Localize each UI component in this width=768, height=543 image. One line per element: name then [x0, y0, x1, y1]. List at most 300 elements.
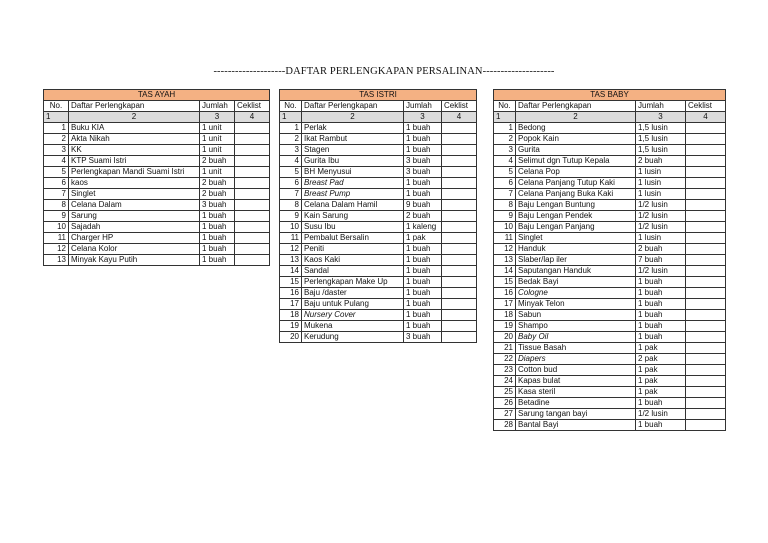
row-number: 10: [494, 222, 516, 233]
table-row: [494, 365, 726, 376]
row-qty: 1 lusin: [636, 167, 686, 178]
row-qty: 1 buah: [200, 255, 235, 266]
row-qty: 2 pak: [636, 354, 686, 365]
table-tas-baby: [493, 89, 726, 431]
column-number: 2: [302, 112, 404, 123]
row-check: [235, 189, 270, 200]
row-check: [686, 266, 726, 277]
row-qty: 1 lusin: [636, 233, 686, 244]
row-item: Breast Pad: [302, 178, 404, 189]
row-check: [442, 211, 477, 222]
table-row: [494, 332, 726, 343]
row-number: 21: [494, 343, 516, 354]
row-qty: 1 buah: [404, 277, 442, 288]
row-check: [686, 398, 726, 409]
table-row: [44, 233, 270, 244]
row-number: 3: [44, 145, 69, 156]
row-check: [235, 145, 270, 156]
row-item: Sarung: [69, 211, 200, 222]
table-row: [280, 255, 477, 266]
row-qty: 1 unit: [200, 134, 235, 145]
row-qty: 1 unit: [200, 123, 235, 134]
row-number: 18: [280, 310, 302, 321]
table-heading: TAS ISTRI: [280, 90, 477, 101]
table-row: [494, 123, 726, 134]
table-row: [280, 310, 477, 321]
row-check: [686, 189, 726, 200]
column-header-item: Daftar Perlengkapan: [302, 101, 404, 112]
row-check: [686, 365, 726, 376]
row-number: 4: [494, 156, 516, 167]
row-check: [686, 387, 726, 398]
table-row: [280, 178, 477, 189]
row-qty: 1 buah: [636, 277, 686, 288]
row-qty: 1/2 lusin: [636, 200, 686, 211]
row-item: Cologne: [516, 288, 636, 299]
row-item: Baby Oil: [516, 332, 636, 343]
row-check: [442, 167, 477, 178]
row-check: [686, 332, 726, 343]
row-check: [235, 200, 270, 211]
row-item: Minyak Kayu Putih: [69, 255, 200, 266]
column-header-item: Daftar Perlengkapan: [69, 101, 200, 112]
table-row: [280, 145, 477, 156]
row-qty: 1 kaleng: [404, 222, 442, 233]
row-check: [686, 233, 726, 244]
row-qty: 1 buah: [404, 288, 442, 299]
row-number: 16: [280, 288, 302, 299]
row-number: 5: [494, 167, 516, 178]
row-item: Selimut dgn Tutup Kepala: [516, 156, 636, 167]
table-row: [494, 409, 726, 420]
row-number: 15: [494, 277, 516, 288]
row-qty: 1 buah: [404, 299, 442, 310]
row-qty: 1 buah: [636, 420, 686, 431]
row-check: [442, 134, 477, 145]
row-check: [442, 244, 477, 255]
row-item: Bantal Bayi: [516, 420, 636, 431]
row-qty: 1 pak: [636, 343, 686, 354]
row-item: Baju Lengan Panjang: [516, 222, 636, 233]
row-item: Breast Pump: [302, 189, 404, 200]
column-number-row: [494, 112, 726, 123]
row-number: 27: [494, 409, 516, 420]
row-item: Kain Sarung: [302, 211, 404, 222]
row-check: [442, 299, 477, 310]
table-row: [494, 277, 726, 288]
row-number: 12: [494, 244, 516, 255]
row-number: 20: [280, 332, 302, 343]
column-number: 4: [442, 112, 477, 123]
row-qty: 1 buah: [636, 299, 686, 310]
row-qty: 3 buah: [404, 332, 442, 343]
column-header-no: No.: [494, 101, 516, 112]
row-item: Bedak Bayi: [516, 277, 636, 288]
table-heading-row: [280, 90, 477, 101]
row-number: 20: [494, 332, 516, 343]
row-check: [686, 222, 726, 233]
row-item: Handuk: [516, 244, 636, 255]
row-item: Kerudung: [302, 332, 404, 343]
row-item: Saputangan Handuk: [516, 266, 636, 277]
table-row: [44, 156, 270, 167]
row-number: 26: [494, 398, 516, 409]
page-title: --------------------DAFTAR PERLENGKAPAN PERSALINAN--------------------: [213, 66, 555, 77]
row-check: [686, 167, 726, 178]
row-qty: 3 buah: [200, 200, 235, 211]
row-check: [442, 277, 477, 288]
row-qty: 1 buah: [404, 255, 442, 266]
row-qty: 1 buah: [200, 222, 235, 233]
table-row: [280, 233, 477, 244]
table-tas-istri: [279, 89, 477, 343]
table-heading-row: [494, 90, 726, 101]
table-row: [280, 134, 477, 145]
row-number: 8: [280, 200, 302, 211]
row-check: [686, 156, 726, 167]
row-check: [442, 200, 477, 211]
row-check: [686, 123, 726, 134]
row-check: [235, 255, 270, 266]
table-row: [494, 354, 726, 365]
row-qty: 1/2 lusin: [636, 409, 686, 420]
column-number: 2: [69, 112, 200, 123]
table-row: [494, 233, 726, 244]
column-header-check: Ceklist: [235, 101, 270, 112]
row-item: Gurita: [516, 145, 636, 156]
row-number: 6: [44, 178, 69, 189]
row-item: Susu Ibu: [302, 222, 404, 233]
row-number: 4: [280, 156, 302, 167]
row-item: kaos: [69, 178, 200, 189]
row-item: Baju Lengan Pendek: [516, 211, 636, 222]
row-check: [442, 266, 477, 277]
row-number: 6: [280, 178, 302, 189]
column-header-no: No.: [44, 101, 69, 112]
table-row: [280, 167, 477, 178]
row-qty: 3 buah: [404, 156, 442, 167]
row-item: Baju /daster: [302, 288, 404, 299]
table-row: [280, 299, 477, 310]
row-number: 8: [494, 200, 516, 211]
table-row: [494, 299, 726, 310]
column-header-row: [494, 101, 726, 112]
row-number: 2: [494, 134, 516, 145]
table-row: [494, 178, 726, 189]
table-row: [44, 134, 270, 145]
table-row: [44, 189, 270, 200]
row-qty: 1 buah: [404, 145, 442, 156]
row-qty: 1 buah: [404, 123, 442, 134]
row-check: [686, 145, 726, 156]
table-row: [44, 167, 270, 178]
row-qty: 1 buah: [404, 321, 442, 332]
row-item: BH Menyusui: [302, 167, 404, 178]
column-header-row: [280, 101, 477, 112]
row-item: Tissue Basah: [516, 343, 636, 354]
row-item: Mukena: [302, 321, 404, 332]
row-qty: 7 buah: [636, 255, 686, 266]
row-item: Celana Panjang Buka Kaki: [516, 189, 636, 200]
table-row: [494, 156, 726, 167]
table-row: [44, 211, 270, 222]
row-number: 9: [44, 211, 69, 222]
row-number: 8: [44, 200, 69, 211]
row-number: 2: [280, 134, 302, 145]
row-item: Celana Kolor: [69, 244, 200, 255]
table-heading: TAS AYAH: [44, 90, 270, 101]
row-qty: 1 unit: [200, 167, 235, 178]
row-qty: 2 buah: [200, 156, 235, 167]
row-qty: 2 buah: [636, 244, 686, 255]
row-number: 3: [494, 145, 516, 156]
row-item: Kapas bulat: [516, 376, 636, 387]
row-check: [442, 123, 477, 134]
row-qty: 1 buah: [636, 332, 686, 343]
row-number: 5: [44, 167, 69, 178]
table-row: [494, 288, 726, 299]
table-row: [44, 145, 270, 156]
row-number: 12: [44, 244, 69, 255]
table-row: [280, 200, 477, 211]
table-row: [494, 343, 726, 354]
row-qty: 1,5 lusin: [636, 134, 686, 145]
row-check: [686, 409, 726, 420]
row-qty: 1 pak: [636, 376, 686, 387]
row-number: 7: [280, 189, 302, 200]
row-item: Baju untuk Pulang: [302, 299, 404, 310]
row-check: [686, 354, 726, 365]
table-row: [494, 134, 726, 145]
row-number: 19: [494, 321, 516, 332]
table-row: [280, 123, 477, 134]
row-check: [442, 288, 477, 299]
row-check: [686, 376, 726, 387]
row-qty: 9 buah: [404, 200, 442, 211]
row-qty: 1/2 lusin: [636, 222, 686, 233]
column-number: 4: [235, 112, 270, 123]
row-number: 14: [280, 266, 302, 277]
row-item: Shampo: [516, 321, 636, 332]
row-item: Stagen: [302, 145, 404, 156]
row-item: Buku KIA: [69, 123, 200, 134]
column-header-check: Ceklist: [442, 101, 477, 112]
column-number: 1: [494, 112, 516, 123]
row-number: 17: [494, 299, 516, 310]
row-item: Cotton bud: [516, 365, 636, 376]
column-header-check: Ceklist: [686, 101, 726, 112]
row-check: [235, 244, 270, 255]
row-item: Bedong: [516, 123, 636, 134]
row-check: [686, 343, 726, 354]
row-number: 12: [280, 244, 302, 255]
column-header-row: [44, 101, 270, 112]
row-check: [686, 277, 726, 288]
table-row: [280, 277, 477, 288]
row-number: 10: [280, 222, 302, 233]
row-number: 17: [280, 299, 302, 310]
column-header-qty: Jumlah: [200, 101, 235, 112]
table-row: [280, 266, 477, 277]
row-qty: 1 buah: [200, 233, 235, 244]
row-qty: 1 buah: [404, 134, 442, 145]
table-row: [494, 200, 726, 211]
row-number: 4: [44, 156, 69, 167]
row-item: Charger HP: [69, 233, 200, 244]
row-item: Perlengkapan Make Up: [302, 277, 404, 288]
table-row: [494, 244, 726, 255]
table-row: [494, 310, 726, 321]
table-row: [494, 145, 726, 156]
row-number: 15: [280, 277, 302, 288]
column-header-no: No.: [280, 101, 302, 112]
row-number: 3: [280, 145, 302, 156]
row-number: 28: [494, 420, 516, 431]
row-check: [235, 178, 270, 189]
row-qty: 1 lusin: [636, 189, 686, 200]
row-item: Pembalut Bersalin: [302, 233, 404, 244]
table-row: [280, 244, 477, 255]
row-number: 23: [494, 365, 516, 376]
row-check: [686, 310, 726, 321]
row-number: 7: [44, 189, 69, 200]
row-qty: 1 buah: [636, 310, 686, 321]
row-item: Popok Kain: [516, 134, 636, 145]
row-item: Diapers: [516, 354, 636, 365]
row-check: [686, 178, 726, 189]
row-number: 10: [44, 222, 69, 233]
row-item: Celana Panjang Tutup Kaki: [516, 178, 636, 189]
row-number: 11: [280, 233, 302, 244]
row-qty: 1 buah: [200, 211, 235, 222]
column-header-qty: Jumlah: [404, 101, 442, 112]
row-item: Baju Lengan Buntung: [516, 200, 636, 211]
row-check: [686, 134, 726, 145]
row-qty: 1,5 lusin: [636, 123, 686, 134]
row-check: [442, 332, 477, 343]
table-row: [44, 123, 270, 134]
row-check: [235, 134, 270, 145]
row-item: Celana Dalam: [69, 200, 200, 211]
row-check: [442, 222, 477, 233]
row-check: [442, 189, 477, 200]
row-item: KTP Suami Istri: [69, 156, 200, 167]
row-item: Sarung tangan bayi: [516, 409, 636, 420]
column-header-qty: Jumlah: [636, 101, 686, 112]
table-row: [494, 321, 726, 332]
row-check: [686, 200, 726, 211]
table-row: [494, 266, 726, 277]
column-number: 1: [280, 112, 302, 123]
row-qty: 1 buah: [404, 310, 442, 321]
row-item: Sandal: [302, 266, 404, 277]
row-check: [442, 310, 477, 321]
row-number: 13: [280, 255, 302, 266]
row-number: 2: [44, 134, 69, 145]
row-check: [235, 167, 270, 178]
row-number: 14: [494, 266, 516, 277]
table-row: [494, 167, 726, 178]
row-qty: 1 unit: [200, 145, 235, 156]
table-row: [494, 211, 726, 222]
row-item: KK: [69, 145, 200, 156]
table-row: [494, 189, 726, 200]
table-tas-ayah: [43, 89, 270, 266]
row-check: [235, 156, 270, 167]
row-qty: 1,5 lusin: [636, 145, 686, 156]
row-qty: 2 buah: [636, 156, 686, 167]
row-qty: 1 buah: [636, 321, 686, 332]
row-number: 9: [280, 211, 302, 222]
row-qty: 1/2 lusin: [636, 266, 686, 277]
table-row: [280, 288, 477, 299]
row-item: Perlak: [302, 123, 404, 134]
row-item: Singlet: [516, 233, 636, 244]
table-row: [494, 222, 726, 233]
table-heading: TAS BABY: [494, 90, 726, 101]
row-item: Nursery Cover: [302, 310, 404, 321]
row-number: 6: [494, 178, 516, 189]
column-number-row: [44, 112, 270, 123]
row-qty: 1 lusin: [636, 178, 686, 189]
row-number: 7: [494, 189, 516, 200]
row-qty: 1 pak: [636, 365, 686, 376]
row-check: [442, 321, 477, 332]
row-number: 5: [280, 167, 302, 178]
row-item: Kasa steril: [516, 387, 636, 398]
table-row: [44, 178, 270, 189]
row-number: 25: [494, 387, 516, 398]
table-heading-row: [44, 90, 270, 101]
row-number: 9: [494, 211, 516, 222]
row-check: [235, 123, 270, 134]
table-row: [280, 156, 477, 167]
column-number: 3: [636, 112, 686, 123]
row-number: 18: [494, 310, 516, 321]
row-item: Celana Pop: [516, 167, 636, 178]
table-row: [280, 321, 477, 332]
row-item: Minyak Telon: [516, 299, 636, 310]
column-number: 3: [404, 112, 442, 123]
row-qty: 3 buah: [404, 167, 442, 178]
row-qty: 1 buah: [404, 189, 442, 200]
row-item: Peniti: [302, 244, 404, 255]
row-check: [442, 255, 477, 266]
row-check: [442, 156, 477, 167]
table-row: [494, 387, 726, 398]
row-qty: 1 pak: [404, 233, 442, 244]
row-qty: 1 buah: [404, 266, 442, 277]
row-item: Singlet: [69, 189, 200, 200]
row-check: [686, 244, 726, 255]
row-qty: 1 buah: [636, 288, 686, 299]
table-row: [280, 211, 477, 222]
column-header-item: Daftar Perlengkapan: [516, 101, 636, 112]
column-number: 3: [200, 112, 235, 123]
row-check: [442, 145, 477, 156]
row-number: 16: [494, 288, 516, 299]
column-number-row: [280, 112, 477, 123]
row-qty: 1 buah: [404, 178, 442, 189]
row-check: [235, 222, 270, 233]
row-qty: 1 buah: [200, 244, 235, 255]
row-item: Slaber/lap iler: [516, 255, 636, 266]
row-qty: 2 buah: [200, 178, 235, 189]
row-check: [686, 211, 726, 222]
table-row: [44, 200, 270, 211]
row-qty: 2 buah: [404, 211, 442, 222]
row-check: [235, 211, 270, 222]
